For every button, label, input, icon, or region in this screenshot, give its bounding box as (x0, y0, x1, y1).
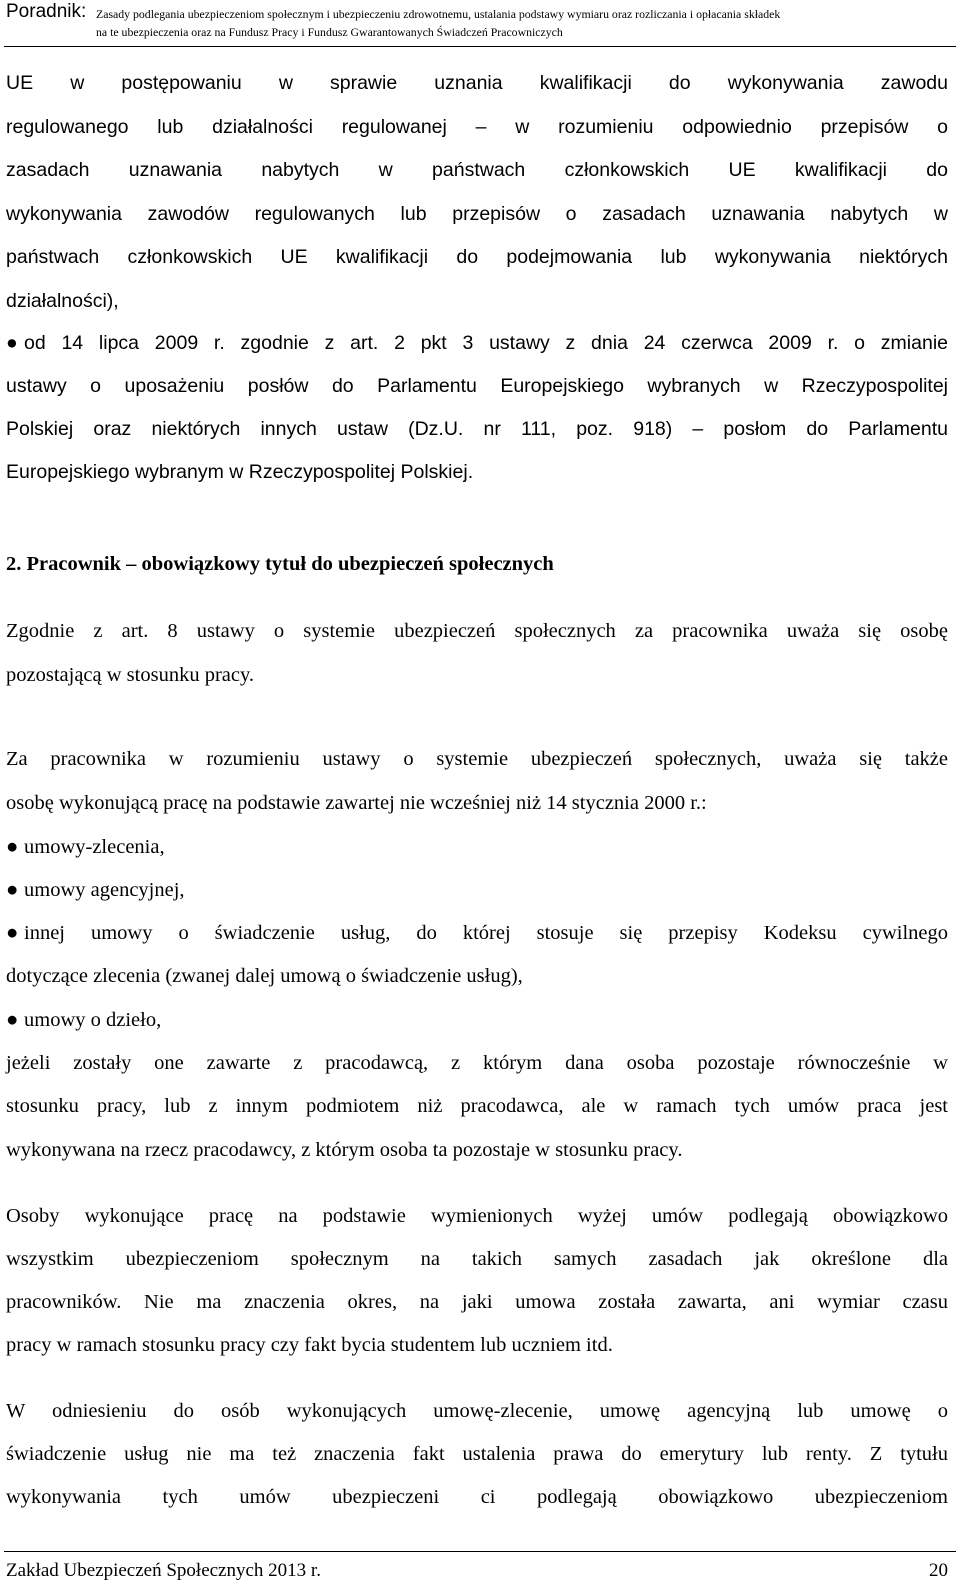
body-line: jeżeli zostały one zawarte z pracodawcą, z którym dana osoba pozostaje równocześnie w (6, 1052, 948, 1074)
list-item (6, 834, 948, 860)
list-item-continuation: dotyczące zlecenia (zwanej dalej umową o świadczenie usług), (6, 965, 523, 987)
body-line: osobę wykonującą pracę na podstawie zawartej nie wcześniej niż 14 stycznia 2000 r.: (6, 792, 707, 814)
running-footer (4, 1551, 956, 1586)
body-line: państwach członkowskich UE kwalifikacji do podejmowania lub wykonywania niektórych (6, 246, 948, 268)
body-line: Za pracownika w rozumieniu ustawy o systemie ubezpieczeń społecznych, uważa się także (6, 748, 948, 770)
bullet-icon: ● (6, 879, 19, 901)
body-line: działalności), (6, 290, 119, 312)
body-line: Polskiej oraz niektórych innych ustaw (Dz.U. nr 111, poz. 918) – posłom do Parlamentu (6, 418, 948, 440)
header-subtitle-line-1: Zasady podlegania ubezpieczeniom społecznym i ubezpieczeniu zdrowotnemu, ustalania podstawy wymiaru oraz rozliczania i opłacania składek (96, 7, 781, 21)
header-title: Poradnik: (6, 1, 87, 22)
bullet-icon: ● (6, 836, 19, 858)
list-item-text: innej umowy o świadczenie usług, do której stosuje się przepisy Kodeksu cywilnego (24, 922, 948, 944)
body-line: wykonywania zawodów regulowanych lub przepisów o zasadach uznawania nabytych w (6, 203, 948, 225)
page-number: 20 (929, 1560, 948, 1581)
header-subtitle-line-2: na te ubezpieczenia oraz na Fundusz Pracy i Fundusz Gwarantowanych Świadczeń Pracowniczych (96, 25, 563, 39)
body-line: Osoby wykonujące pracę na podstawie wymienionych wyżej umów podlegają obowiązkowo (6, 1205, 948, 1227)
list-item (6, 877, 948, 903)
body-line: pozostającą w stosunku pracy. (6, 664, 255, 686)
body-line: UE w postępowaniu w sprawie uznania kwalifikacji do wykonywania zawodu (6, 72, 948, 94)
bullet-text: od 14 lipca 2009 r. zgodnie z art. 2 pkt 3 ustawy z dnia 24 czerwca 2009 r. o zmianie (24, 332, 948, 354)
body-line: stosunku pracy, lub z innym podmiotem niż pracodawca, ale w ramach tych umów praca jest (6, 1095, 948, 1117)
list-item-text: umowy o dzieło, (24, 1009, 162, 1031)
body-line: wszystkim ubezpieczeniom społecznym na takich samych zasadach jak określone dla (6, 1248, 948, 1270)
body-line: zasadach uznawania nabytych w państwach członkowskich UE kwalifikacji do (6, 159, 948, 181)
body-line: ustawy o uposażeniu posłów do Parlamentu Europejskiego wybranych w Rzeczypospolitej (6, 375, 948, 397)
list-item-text: umowy-zlecenia, (24, 836, 165, 858)
list-item-text: umowy agencyjnej, (24, 879, 185, 901)
section-heading: 2. Pracownik – obowiązkowy tytuł do ubezpieczeń społecznych (6, 553, 554, 575)
bullet-icon: ● (6, 922, 19, 944)
list-item (6, 1007, 948, 1033)
body-line: świadczenie usług nie ma też znaczenia fakt ustalenia prawa do emerytury lub renty. Z tytułu (6, 1443, 948, 1465)
body-line: Zgodnie z art. 8 ustawy o systemie ubezpieczeń społecznych za pracownika uważa się osobę (6, 620, 948, 642)
running-header (4, 0, 956, 47)
body-line: pracy w ramach stosunku pracy czy fakt bycia studentem lub uczniem itd. (6, 1334, 613, 1356)
body-line: pracowników. Nie ma znaczenia okres, na jaki umowa została zawarta, ani wymiar czasu (6, 1291, 948, 1313)
bullet-icon: ● (6, 332, 18, 354)
bullet-item (6, 330, 948, 356)
body-line: wykonywania tych umów ubezpieczeni ci podlegają obowiązkowo ubezpieczeniom (6, 1486, 948, 1508)
footer-publisher: Zakład Ubezpieczeń Społecznych 2013 r. (6, 1560, 321, 1581)
body-line: wykonywana na rzecz pracodawcy, z którym osoba ta pozostaje w stosunku pracy. (6, 1139, 683, 1161)
body-line: Europejskiego wybranym w Rzeczypospolitej Polskiej. (6, 461, 474, 483)
body-line: W odniesieniu do osób wykonujących umowę-zlecenie, umowę agencyjną lub umowę o (6, 1400, 948, 1422)
body-line: regulowanego lub działalności regulowanej – w rozumieniu odpowiednio przepisów o (6, 116, 948, 138)
list-item (6, 920, 948, 946)
bullet-icon: ● (6, 1009, 19, 1031)
